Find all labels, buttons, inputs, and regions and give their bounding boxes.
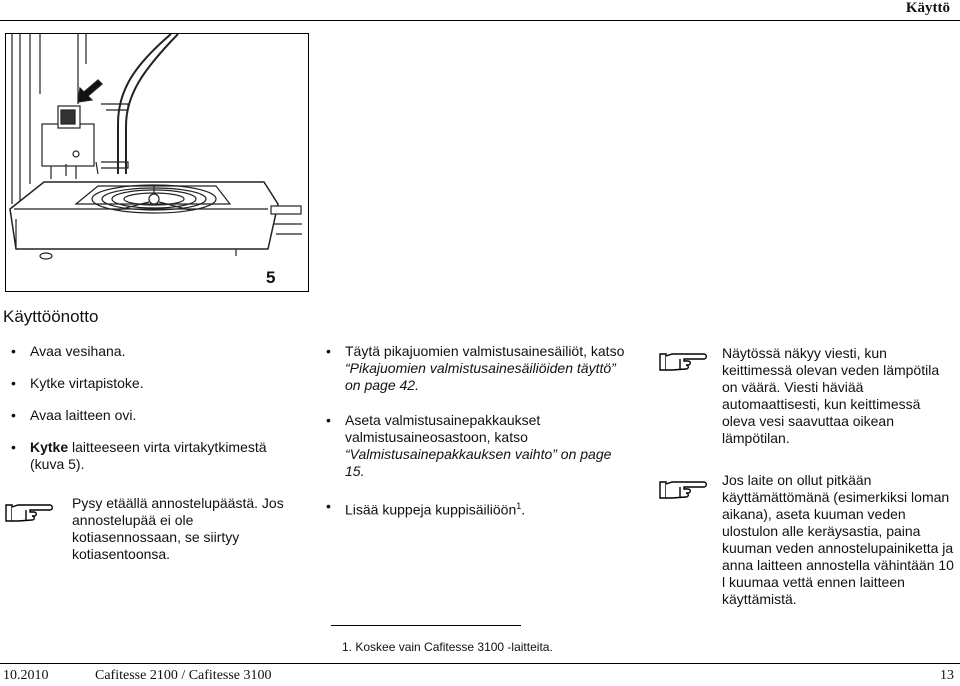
- footer-date: 10.2010: [3, 668, 49, 683]
- figure-number: 5: [266, 268, 276, 287]
- list-item: • Kytke virtapistoke.: [30, 375, 300, 392]
- note-col3-temperature: Näytössä näkyy viesti, kun keittimessä olevan veden lämpötila on väärä. Viesti häviää automaattisesti, kun keittimessä oleva vesi saavuttaa oikean lämpötilan.: [722, 345, 940, 446]
- list-item: • Avaa vesihana.: [30, 343, 300, 360]
- list-item-text: laitteeseen virta virtakytkimestä (kuva 5).: [30, 439, 267, 472]
- note-col1: Pysy etäällä annostelupäästä. Jos annostelupää ei ole kotiasennossaan, se siirtyy kotiasentoonsa.: [72, 495, 284, 562]
- list-item: [345, 412, 625, 480]
- steps-list-col1: [30, 343, 300, 473]
- list-item-text: Aseta valmistusainepakkaukset valmistusaineosastoon, katso: [345, 412, 541, 445]
- note-col3-unused: Jos laite on ollut pitkään käyttämättömänä (esimerkiksi loman aikana), aseta kuuman veden ulostulon alle keräysastia, paina kuuman veden annostelupainiketta ja anna laitteen annostella vähintään 10 l kuumaa vettä ennen laitteen käyttämistä.: [722, 472, 954, 607]
- list-item: • Avaa laitteen ovi.: [30, 407, 300, 424]
- section-title: Käyttöönotto: [3, 307, 99, 326]
- list-item: [345, 498, 625, 519]
- page-number: 13: [940, 668, 954, 683]
- machine-illustration: [6, 34, 308, 291]
- steps-list-col2: [345, 343, 625, 519]
- list-item-end: .: [521, 501, 526, 518]
- footnote-rule: [331, 625, 521, 626]
- footer-rule: [0, 663, 960, 664]
- page-header-title: Käyttö: [905, 0, 950, 16]
- pointing-hand-icon: [4, 501, 54, 525]
- footnote: 1. Koskee vain Cafitesse 3100 -laitteita.: [342, 640, 553, 654]
- list-item-text: Lisää kuppeja kuppisäiliöön: [345, 501, 517, 518]
- figure-5: [5, 33, 309, 292]
- list-item: [345, 343, 625, 394]
- cross-reference: “Valmistusainepakkauksen vaihto” on page 15.: [345, 446, 612, 479]
- list-item: [30, 439, 280, 473]
- footer-product: Cafitesse 2100 / Cafitesse 3100: [95, 668, 272, 683]
- pointing-hand-icon: [658, 350, 708, 374]
- pointing-hand-icon: [658, 478, 708, 502]
- header-rule: [0, 20, 960, 21]
- bold-keyword: Kytke: [30, 439, 69, 455]
- list-item-text: Täytä pikajuomien valmistusainesäiliöt, katso: [345, 343, 625, 359]
- cross-reference: “Pikajuomien valmistusainesäiliöiden täyttö” on page 42.: [345, 360, 616, 393]
- footnote-marker: 1: [516, 501, 522, 511]
